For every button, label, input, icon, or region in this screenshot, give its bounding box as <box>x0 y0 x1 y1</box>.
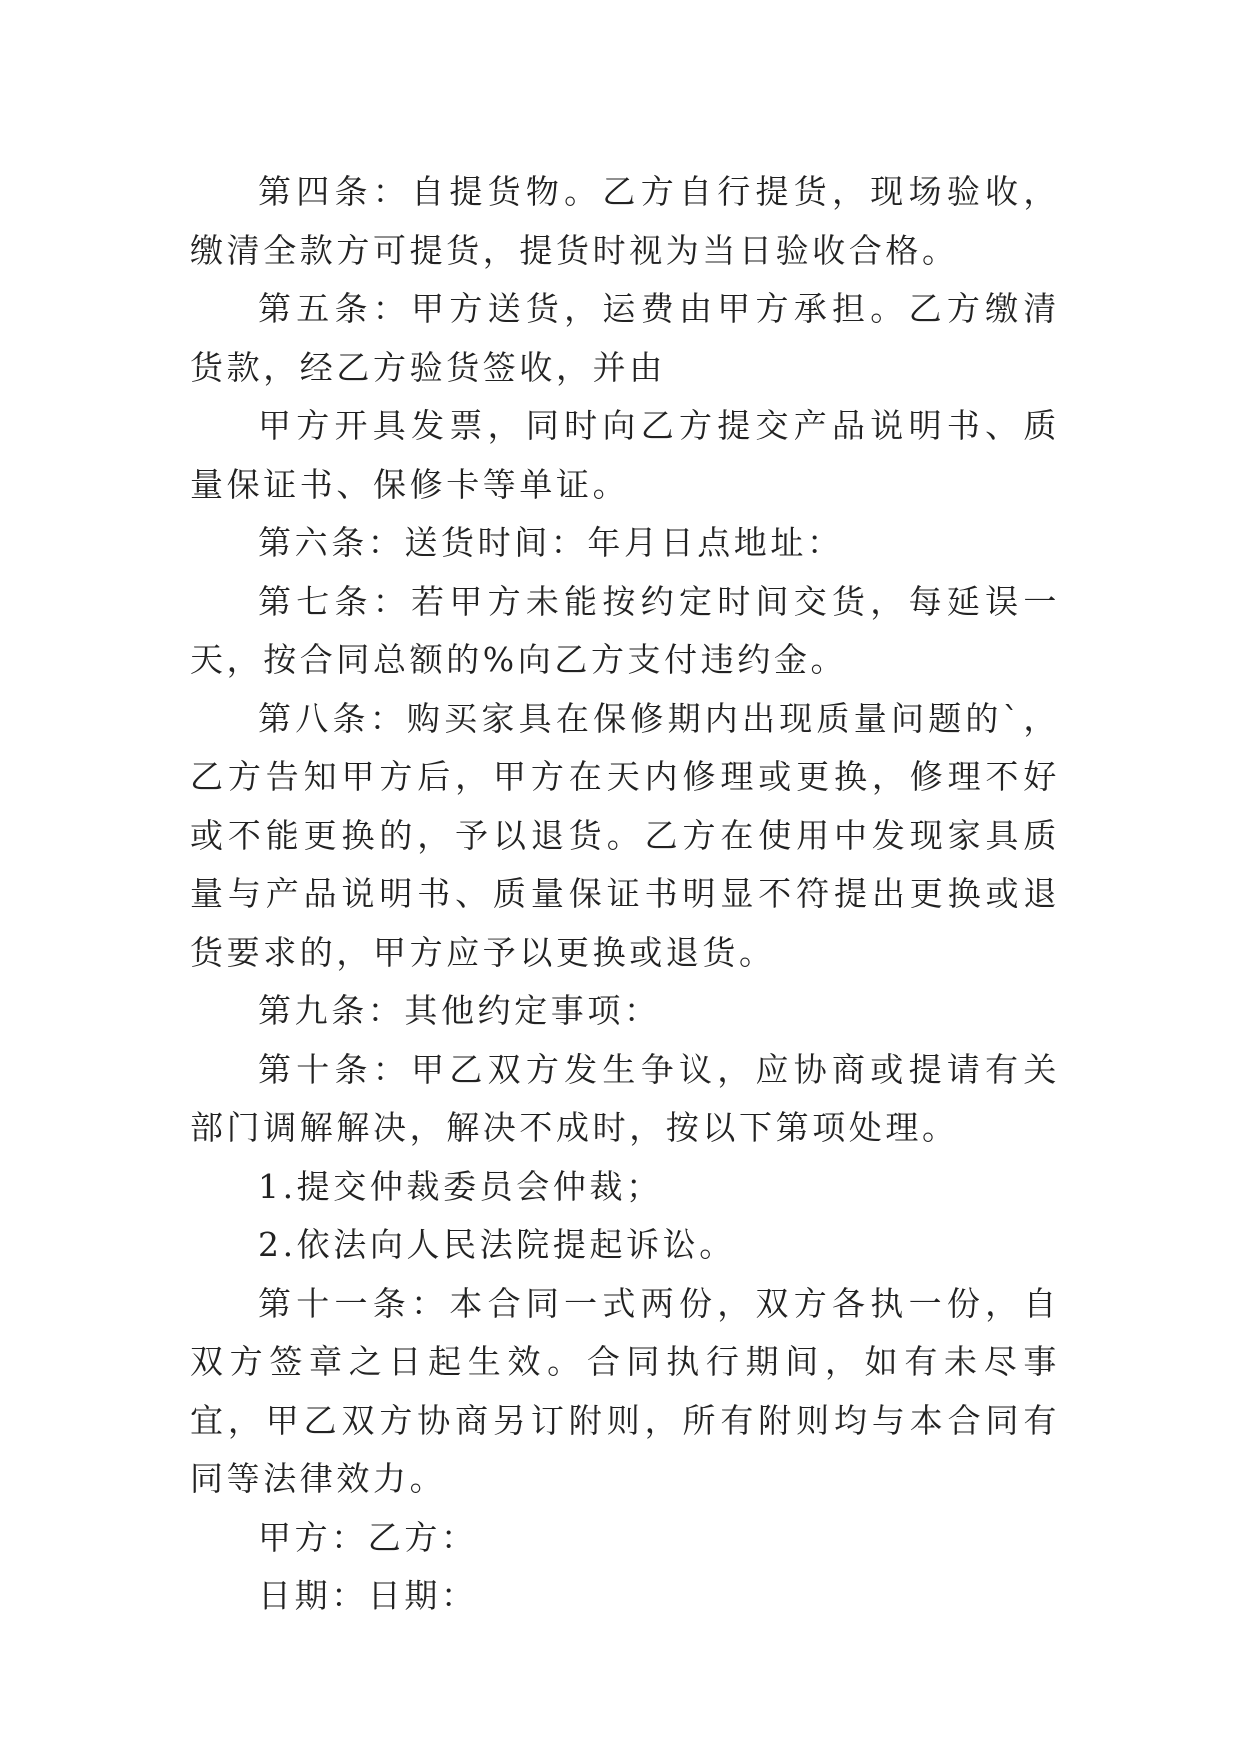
option-2-paragraph: 2.依法向人民法院提起诉讼。 <box>258 1225 736 1264</box>
article-4-paragraph: 第四条：自提货物。乙方自行提货，现场验收，缴清全款方可提货，提货时视为当日验收合格。 <box>190 172 1060 270</box>
article-11-paragraph: 第十一条：本合同一式两份，双方各执一份，自双方签章之日起生效。合同执行期间，如有未尽事宜，甲乙双方协商另订附则，所有附则均与本合同有同等法律效力。 <box>190 1283 1060 1498</box>
document-body <box>190 163 1060 1626</box>
article-7-paragraph: 第七条：若甲方未能按约定时间交货，每延误一天，按合同总额的%向乙方支付违约金。 <box>190 581 1060 679</box>
article-10-paragraph: 第十条：甲乙双方发生争议，应协商或提请有关部门调解解决，解决不成时，按以下第项处理。 <box>190 1049 1060 1147</box>
option-1-paragraph: 1.提交仲裁委员会仲裁； <box>258 1166 663 1206</box>
signature-parties-line: 甲方：乙方： <box>258 1517 478 1557</box>
article-9-paragraph: 第九条：其他约定事项： <box>258 991 661 1030</box>
article-8-paragraph: 第八条：购买家具在保修期内出现质量问题的`，乙方告知甲方后，甲方在天内修理或更换，修理不好或不能更换的，予以退货。乙方在使用中发现家具质量与产品说明书、质量保证书明显不符提出更换或退货要求的，甲方应予以更换或退货。 <box>190 698 1060 972</box>
article-6-paragraph: 第六条：送货时间：年月日点地址： <box>258 523 844 562</box>
signature-dates-line: 日期：日期： <box>258 1576 478 1615</box>
article-5-continuation-paragraph: 甲方开具发票，同时向乙方提交产品说明书、质量保证书、保修卡等单证。 <box>190 406 1060 504</box>
article-5-paragraph: 第五条：甲方送货，运费由甲方承担。乙方缴清货款，经乙方验货签收，并由 <box>190 289 1060 387</box>
